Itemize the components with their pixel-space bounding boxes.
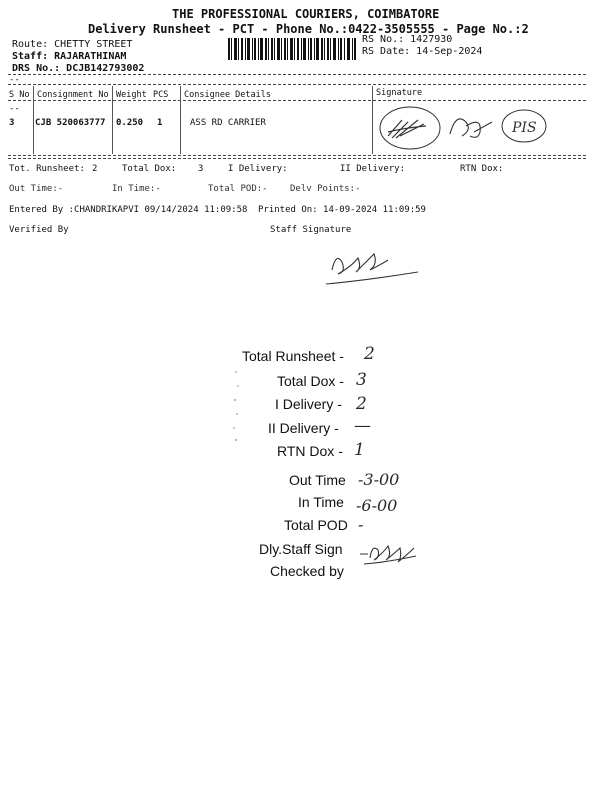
col-header-consignment: Consignment No [37,90,109,100]
stamp-i-delivery-value: 2 [356,394,367,414]
barcode [228,38,356,60]
row-marker: -- [9,104,20,114]
tot-runsheet-value: 2 [92,164,98,174]
out-time-label: Out Time:- [9,184,64,194]
total-dox-label: Total Dox: [122,164,177,174]
stamp-rtn-dox-label: RTN Dox - [277,443,343,459]
pis-stamp: PIS [512,120,537,136]
stamp-total-pod-label: Total POD [284,517,348,533]
col-header-sno: S No [9,90,30,100]
rs-number: RS No.: 1427930 [362,34,453,45]
col-header-weight: Weight [116,90,147,100]
stamp-total-dox-value: 3 [356,370,367,390]
col-header-signature: Signature [376,88,423,98]
staff-label: Staff: RAJARATHINAM [12,51,127,62]
rule-table-bottom [8,155,586,156]
staff-signature-label: Staff Signature [270,225,352,235]
cell-consignee: ASS RD CARRIER [190,118,266,128]
tot-runsheet-label: Tot. Runsheet: [9,164,85,174]
cell-consignment: CJB 520063777 [35,118,106,128]
printed-on: Printed On: 14-09-2024 11:09:59 [258,205,426,215]
rtn-dox-label: RTN Dox: [460,164,504,174]
i-delivery-label: I Delivery: [228,164,288,174]
stamp-ii-delivery-value: — [354,416,371,436]
verified-by: Verified By [9,225,69,235]
scan-artifact [230,366,242,446]
stamp-in-time-label: In Time [298,494,344,510]
runsheet-subtitle: Delivery Runsheet - PCT - Phone No.:0422-3505555 - Page No.:2 [88,22,529,36]
rule-top-2 [8,84,586,85]
stamp-total-pod-value: - [358,515,364,534]
stamp-out-time-value: -3-00 [358,470,400,489]
stamp-in-time-value: -6-00 [356,496,398,515]
cell-sno: 3 [9,118,15,128]
stamp-dly-staff-sign-label: Dly.Staff Sign [259,541,343,557]
stamp-total-runsheet-label: Total Runsheet - [242,348,344,364]
stamp-i-delivery-label: I Delivery - [275,396,342,412]
col-sep [372,86,373,154]
row-marker: -- [9,75,20,85]
rule-top [8,74,586,75]
col-header-consignee: Consignee Details [184,90,271,100]
rule-table-bottom-2 [8,158,586,159]
total-pod-label: Total POD:- [208,184,268,194]
stamp-out-time-label: Out Time [289,472,346,488]
stamp-total-dox-label: Total Dox - [277,373,344,389]
company-name: THE PROFESSIONAL COURIERS, COIMBATORE [172,7,440,21]
cell-weight: 0.250 [116,118,144,128]
in-time-label: In Time:- [112,184,161,194]
delv-points-label: Delv Points:- [290,184,361,194]
cell-pcs: 1 [157,118,163,128]
stamp-dly-staff-sign-scribble [358,536,418,568]
signature-marks [374,102,584,154]
col-sep [33,86,34,154]
rs-date: RS Date: 14-Sep-2024 [362,46,483,57]
total-dox-value: 3 [198,164,204,174]
col-sep [112,86,113,154]
col-header-pcs: PCS [153,90,169,100]
stamp-total-runsheet-value: 2 [364,344,375,364]
drs-number: DRS No.: DCJB142793002 [12,63,145,74]
stamp-ii-delivery-label: II Delivery - [268,420,339,436]
staff-signature-scribble [318,240,428,296]
entered-by: Entered By :CHANDRIKAPVI 09/14/2024 11:09:58 [9,205,248,215]
stamp-checked-by-label: Checked by [270,563,344,579]
stamp-rtn-dox-value: 1 [354,440,365,460]
ii-delivery-label: II Delivery: [340,164,406,174]
rule-header-bottom [8,100,586,101]
col-sep [180,86,181,154]
route-label: Route: CHETTY STREET [12,39,133,50]
